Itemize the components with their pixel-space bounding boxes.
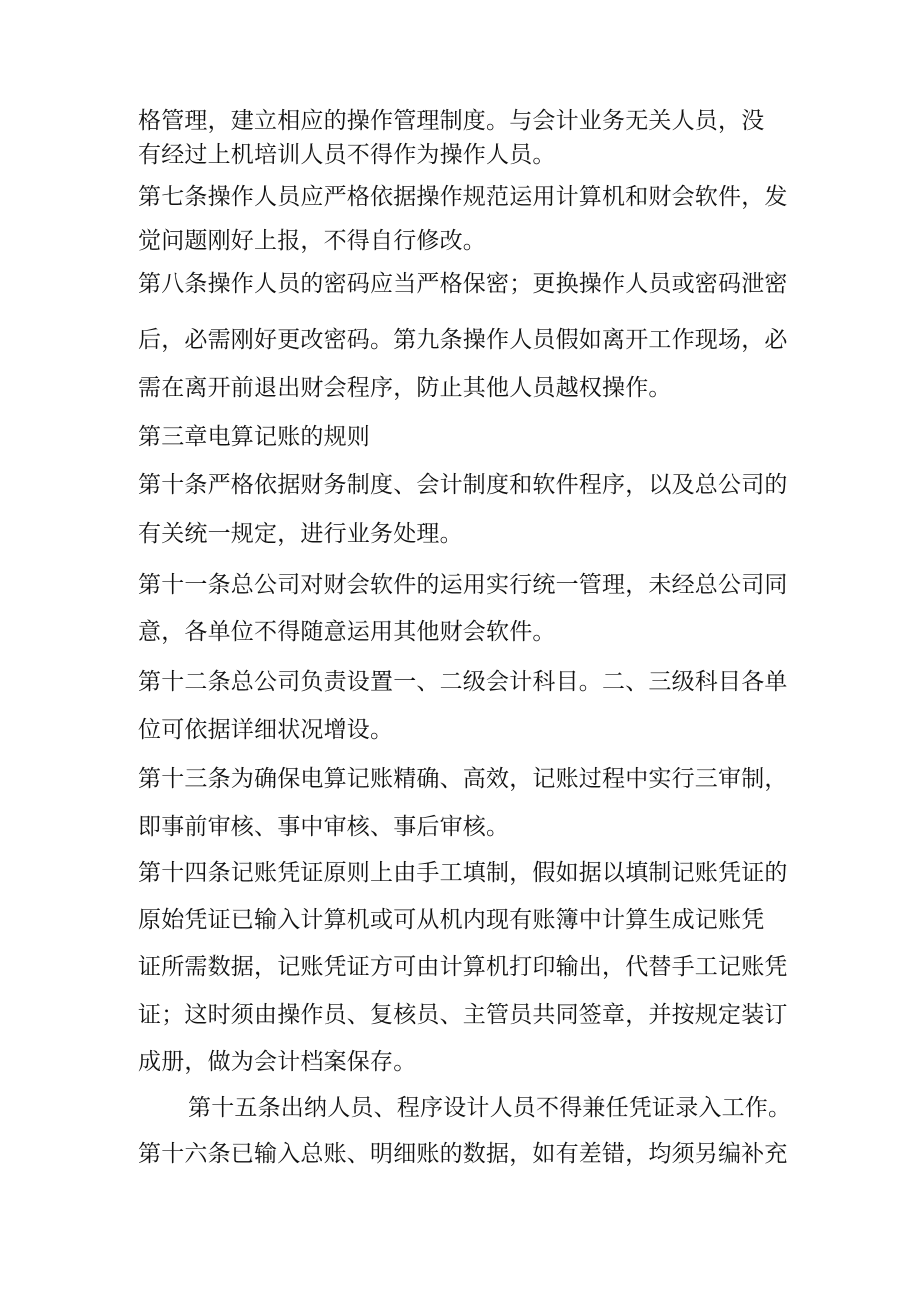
- section-heading: 第三章电算记账的规则: [138, 424, 370, 450]
- text-line: 第十二条总公司负责设置一、二级会计科目。二、三级科目各单: [138, 669, 788, 695]
- text-line: 需在离开前退出财会程序，防止其他人员越权操作。: [138, 375, 672, 401]
- text-line: 即事前审核、事中审核、事后审核。: [138, 814, 510, 840]
- text-line-indented: 第十五条出纳人员、程序设计人员不得兼任凭证录入工作。: [188, 1095, 792, 1121]
- text-line: 第十一条总公司对财会软件的运用实行统一管理，未经总公司同: [138, 572, 788, 598]
- text-line: 成册，做为会计档案保存。: [138, 1049, 417, 1075]
- text-line: 有关统一规定，进行业务处理。: [138, 521, 463, 547]
- text-line: 第八条操作人员的密码应当严格保密；更换操作人员或密码泄密: [138, 271, 788, 297]
- text-line: 第十六条已输入总账、明细账的数据，如有差错，均须另编补充: [138, 1141, 788, 1167]
- text-line: 意，各单位不得随意运用其他财会软件。: [138, 619, 556, 645]
- text-line: 第七条操作人员应严格依据操作规范运用计算机和财会软件，发: [138, 184, 788, 210]
- text-line: 后，必需刚好更改密码。第九条操作人员假如离开工作现场，必: [138, 327, 788, 353]
- text-line: 证所需数据，记账凭证方可由计算机打印输出，代替手工记账凭: [138, 954, 788, 980]
- text-line: 第十三条为确保电算记账精确、高效，记账过程中实行三审制，: [138, 766, 788, 792]
- text-line: 原始凭证已输入计算机或可从机内现有账簿中计算生成记账凭: [138, 907, 765, 933]
- text-line: 有经过上机培训人员不得作为操作人员。: [138, 142, 556, 168]
- text-line: 位可依据详细状况增设。: [138, 717, 394, 743]
- text-line: 第十四条记账凭证原则上由手工填制，假如据以填制记账凭证的: [138, 860, 788, 886]
- text-line: 第十条严格依据财务制度、会计制度和软件程序，以及总公司的: [138, 472, 788, 498]
- text-line: 格管理，建立相应的操作管理制度。与会计业务无关人员，没: [138, 108, 765, 134]
- text-line: 证；这时须由操作员、复核员、主管员共同签章，并按规定装订: [138, 1002, 788, 1028]
- text-line: 觉问题刚好上报，不得自行修改。: [138, 228, 486, 254]
